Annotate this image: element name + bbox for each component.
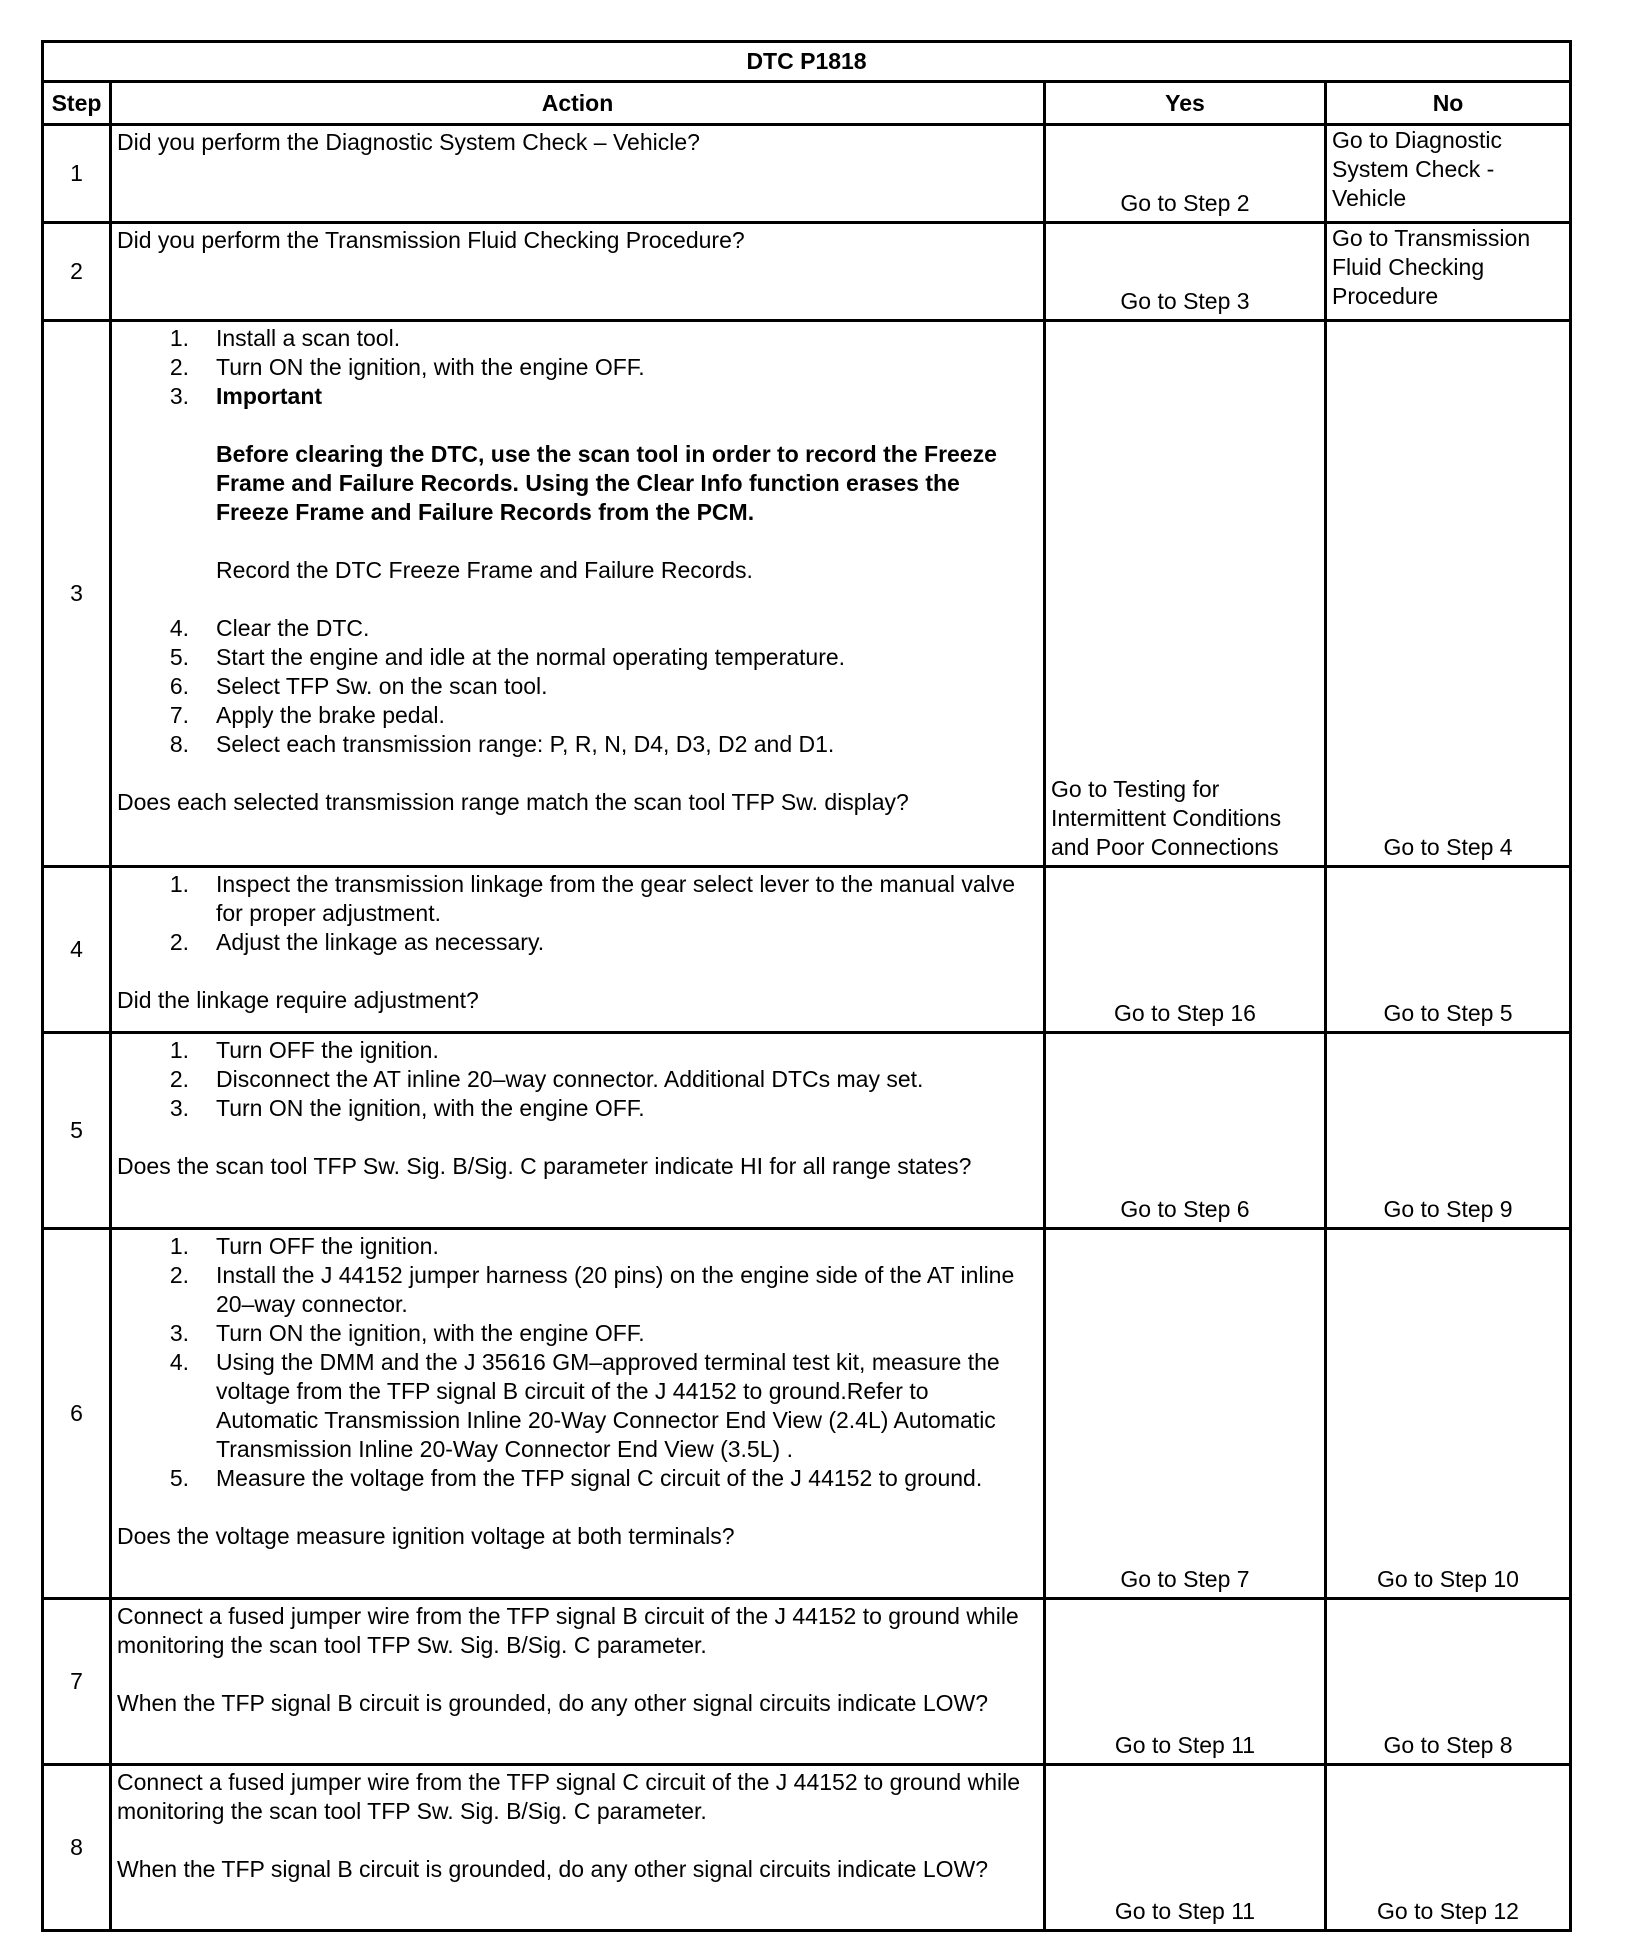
item-text: Turn OFF the ignition.	[216, 1037, 439, 1063]
step-number: 1	[43, 125, 111, 223]
action-cell	[111, 1033, 1045, 1229]
no-cell: Go to Step 8	[1326, 1599, 1571, 1765]
no-cell: Go to Step 4	[1326, 321, 1571, 867]
list-item	[117, 614, 1035, 643]
yes-cell: Go to Step 16	[1045, 867, 1326, 1033]
step-number: 5	[43, 1033, 111, 1229]
list-item	[117, 1319, 1035, 1348]
no-cell: Go to Step 12	[1326, 1765, 1571, 1931]
step-number: 7	[43, 1599, 111, 1765]
header-yes: Yes	[1045, 82, 1326, 125]
item-number: 3.	[169, 1095, 189, 1121]
item-text: Select TFP Sw. on the scan tool.	[216, 673, 548, 699]
procedure-list	[117, 1036, 1035, 1123]
item-number: 1.	[169, 325, 189, 351]
action-question: Did you perform the Diagnostic System Check – Vehicle?	[117, 129, 700, 155]
list-item	[117, 1036, 1035, 1065]
step-number: 8	[43, 1765, 111, 1931]
item-text: Turn ON the ignition, with the engine OFF.	[216, 354, 645, 380]
table-row	[43, 321, 1571, 867]
header-no: No	[1326, 82, 1571, 125]
list-item	[117, 643, 1035, 672]
list-item	[117, 928, 1035, 957]
action-cell	[111, 1229, 1045, 1599]
action-question: Does each selected transmission range match the scan tool TFP Sw. display?	[117, 789, 909, 815]
no-cell: Go to Diagnostic System Check - Vehicle	[1326, 125, 1571, 223]
list-item	[117, 870, 1035, 928]
action-question: Did you perform the Transmission Fluid Checking Procedure?	[117, 227, 745, 253]
list-item	[117, 1232, 1035, 1261]
spacer	[117, 1826, 1035, 1855]
spacer	[117, 759, 1035, 788]
list-item	[117, 353, 1035, 382]
step-number: 6	[43, 1229, 111, 1599]
item-text: Install a scan tool.	[216, 325, 401, 351]
important-label: Important	[216, 383, 323, 409]
list-item	[117, 1094, 1035, 1123]
list-item	[117, 701, 1035, 730]
table-row	[43, 1033, 1571, 1229]
spacer	[117, 1493, 1035, 1522]
step-number: 3	[43, 321, 111, 867]
item-number: 6.	[169, 673, 189, 699]
procedure-list	[117, 324, 1035, 411]
item-number: 2.	[169, 1262, 189, 1288]
list-item	[117, 382, 1035, 411]
record-text: Record the DTC Freeze Frame and Failure Records.	[216, 557, 753, 583]
table-row	[43, 125, 1571, 223]
no-cell: Go to Transmission Fluid Checking Procedure	[1326, 223, 1571, 321]
yes-cell: Go to Step 11	[1045, 1765, 1326, 1931]
item-number: 1.	[169, 1037, 189, 1063]
procedure-list	[117, 870, 1035, 957]
spacer	[117, 1660, 1035, 1689]
step-number: 4	[43, 867, 111, 1033]
action-question: When the TFP signal B circuit is grounded, do any other signal circuits indicate LOW?	[117, 1690, 989, 1716]
item-text: Select each transmission range: P, R, N, D4, D3, D2 and D1.	[216, 731, 835, 757]
table-title: DTC P1818	[43, 42, 1571, 82]
yes-cell: Go to Step 6	[1045, 1033, 1326, 1229]
list-item	[117, 1065, 1035, 1094]
action-cell	[111, 1599, 1045, 1765]
yes-cell: Go to Step 3	[1045, 223, 1326, 321]
action-question: Did the linkage require adjustment?	[117, 987, 479, 1013]
table-row	[43, 223, 1571, 321]
item-text: Inspect the transmission linkage from the gear select lever to the manual valve for proper adjustment.	[216, 871, 1016, 926]
item-number: 3.	[169, 383, 189, 409]
item-text: Install the J 44152 jumper harness (20 pins) on the engine side of the AT inline 20–way connector.	[216, 1262, 1015, 1317]
item-number: 2.	[169, 1066, 189, 1092]
list-item	[117, 1348, 1035, 1464]
list-item	[117, 730, 1035, 759]
item-text: Apply the brake pedal.	[216, 702, 445, 728]
no-cell: Go to Step 5	[1326, 867, 1571, 1033]
item-number: 4.	[169, 1349, 189, 1375]
action-cell	[111, 223, 1045, 321]
item-number: 8.	[169, 731, 189, 757]
spacer	[117, 585, 1035, 614]
item-text: Start the engine and idle at the normal operating temperature.	[216, 644, 846, 670]
spacer	[117, 1123, 1035, 1152]
yes-cell: Go to Step 7	[1045, 1229, 1326, 1599]
dtc-table	[41, 40, 1572, 1932]
item-text: Disconnect the AT inline 20–way connector. Additional DTCs may set.	[216, 1066, 924, 1092]
spacer	[117, 957, 1035, 986]
action-intro: Connect a fused jumper wire from the TFP signal B circuit of the J 44152 to ground while monitoring the scan tool TFP Sw. Sig. B/Sig. C parameter.	[117, 1603, 1019, 1658]
item-number: 2.	[169, 929, 189, 955]
yes-cell: Go to Testing for Intermittent Conditions and Poor Connections	[1045, 321, 1326, 867]
item-number: 5.	[169, 1465, 189, 1491]
item-number: 5.	[169, 644, 189, 670]
item-text: Turn ON the ignition, with the engine OFF.	[216, 1095, 645, 1121]
action-intro: Connect a fused jumper wire from the TFP signal C circuit of the J 44152 to ground while monitoring the scan tool TFP Sw. Sig. B/Sig. C parameter.	[117, 1769, 1020, 1824]
action-question: When the TFP signal B circuit is grounded, do any other signal circuits indicate LOW?	[117, 1856, 989, 1882]
item-text: Turn ON the ignition, with the engine OFF.	[216, 1320, 645, 1346]
action-cell	[111, 321, 1045, 867]
header-action: Action	[111, 82, 1045, 125]
action-cell	[111, 1765, 1045, 1931]
list-item	[117, 1464, 1035, 1493]
table-row	[43, 1229, 1571, 1599]
list-item	[117, 672, 1035, 701]
yes-cell: Go to Step 11	[1045, 1599, 1326, 1765]
action-cell	[111, 125, 1045, 223]
table-row	[43, 1765, 1571, 1931]
list-item	[117, 324, 1035, 353]
diagnostic-table-container	[41, 40, 1569, 1932]
table-row	[43, 867, 1571, 1033]
procedure-list	[117, 614, 1035, 759]
step-number: 2	[43, 223, 111, 321]
yes-cell: Go to Step 2	[1045, 125, 1326, 223]
item-text: Turn OFF the ignition.	[216, 1233, 439, 1259]
item-text: Adjust the linkage as necessary.	[216, 929, 545, 955]
header-row	[43, 82, 1571, 125]
item-number: 7.	[169, 702, 189, 728]
important-note: Before clearing the DTC, use the scan tool in order to record the Freeze Frame and Failure Records. Using the Clear Info function erases the Freeze Frame and Failure Records from the PCM.	[216, 441, 997, 525]
item-text: Clear the DTC.	[216, 615, 370, 641]
spacer	[117, 527, 1035, 556]
no-cell: Go to Step 9	[1326, 1033, 1571, 1229]
item-text: Using the DMM and the J 35616 GM–approved terminal test kit, measure the voltage from the TFP signal B circuit of the J 44152 to ground.Refer to Automatic Transmission Inline 20-Way Connector End View (2.4L) Automatic Transmission Inline 20-Way Connector End View (3.5L) .	[216, 1349, 1000, 1462]
item-number: 3.	[169, 1320, 189, 1346]
action-question: Does the voltage measure ignition voltage at both terminals?	[117, 1523, 735, 1549]
item-number: 2.	[169, 354, 189, 380]
table-row	[43, 1599, 1571, 1765]
header-step: Step	[43, 82, 111, 125]
item-number: 1.	[169, 1233, 189, 1259]
title-row	[43, 42, 1571, 82]
item-text: Measure the voltage from the TFP signal C circuit of the J 44152 to ground.	[216, 1465, 983, 1491]
action-question: Does the scan tool TFP Sw. Sig. B/Sig. C parameter indicate HI for all range states?	[117, 1153, 972, 1179]
spacer	[117, 411, 1035, 440]
list-item	[117, 1261, 1035, 1319]
action-cell	[111, 867, 1045, 1033]
procedure-list	[117, 1232, 1035, 1493]
item-number: 1.	[169, 871, 189, 897]
item-number: 4.	[169, 615, 189, 641]
no-cell: Go to Step 10	[1326, 1229, 1571, 1599]
